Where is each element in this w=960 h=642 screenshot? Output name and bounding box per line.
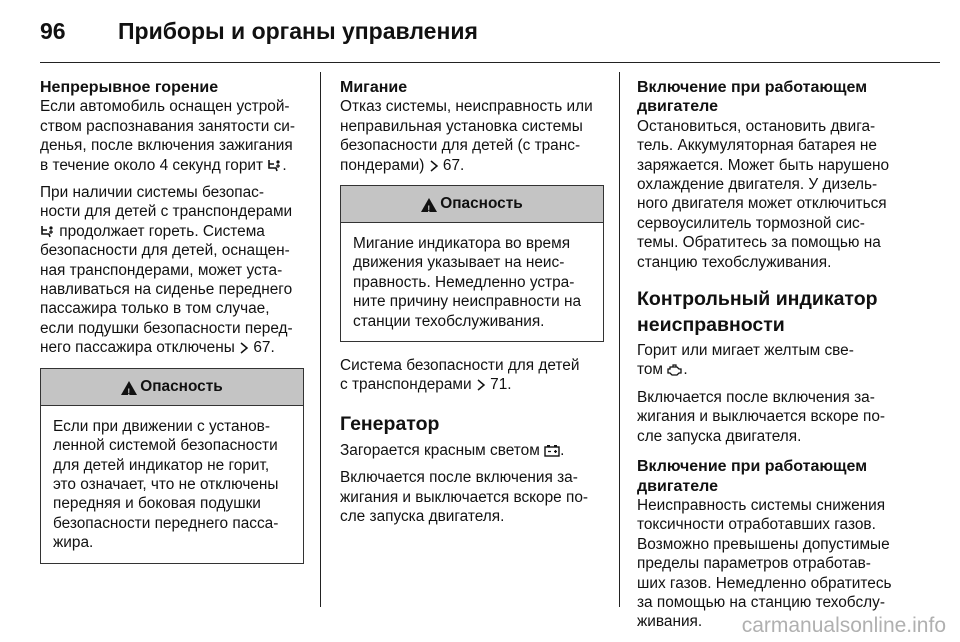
column-divider: [320, 72, 321, 607]
section-heading: Непрерывное горение: [40, 79, 219, 96]
paragraph: Неисправность системы снижения токсичности отработавших газов. Возможно превышены допустимые пределы параметров отработав- ших газов. Немедленно обратитесь за помощью на станцию техобслу- живания.: [637, 496, 892, 631]
section-heading: Включение при работающем двигателе: [637, 79, 868, 116]
warning-triangle-icon: [121, 381, 137, 395]
warning-box: [40, 368, 304, 564]
page-header: [40, 12, 940, 52]
engine-check-icon: [667, 363, 683, 376]
paragraph: Загорается красным светом .: [340, 441, 565, 459]
warning-text: Мигание индикатора во время движения указывает на неис- правность. Немедленно устра- ните причину неисправности на станции техобслуживания.: [353, 235, 582, 330]
child-seat-indicator-icon: [40, 225, 55, 238]
paragraph: Включается после включения за- жигания и выключается вскоре по- сле запуска двигателя.: [637, 388, 886, 445]
page-reference-arrow-icon[interactable]: [476, 379, 486, 391]
column-1: [40, 78, 304, 564]
paragraph: Горит или мигает желтым све- том .: [637, 342, 854, 379]
warning-header: ! Опасность: [41, 369, 303, 406]
page-title: Приборы и органы управления: [118, 18, 478, 44]
page-reference-arrow-icon[interactable]: [429, 160, 439, 172]
column-divider: [619, 72, 620, 607]
page-number: 96: [40, 18, 66, 44]
page-reference[interactable]: 67.: [253, 339, 275, 357]
paragraph: Если автомобиль оснащен устрой- ством распознавания занятости си- денья, после включения зажигания в течение около 4 секунд горит .: [40, 98, 296, 174]
page-reference-arrow-icon[interactable]: [239, 342, 249, 354]
paragraph: Включается после включения за- жигания и выключается вскоре по- сле запуска двигателя.: [340, 469, 589, 526]
column-3: [637, 78, 905, 632]
warning-triangle-icon: [421, 198, 437, 212]
child-seat-indicator-icon: [267, 159, 282, 172]
page-reference[interactable]: 67.: [442, 156, 465, 174]
warning-text: Если при движении с установ- ленной системой безопасности для детей индикатор не горит, это означает, что не отключены передняя и боковая подушки безопасности переднего пасса- жира.: [53, 417, 279, 552]
column-2: [340, 78, 604, 527]
battery-icon: [544, 444, 560, 457]
paragraph: Система безопасности для детей с транспондерами 71.: [340, 357, 580, 394]
section-heading: Генератор: [340, 412, 440, 435]
paragraph: Остановиться, остановить двига- тель. Аккумуляторная батарея не заряжается. Может быть нарушено охлаждение двигателя. У дизель- ного двигателя может отключиться сервоусилитель тормозной сис- темы. Обратитесь за помощью на станцию техобслуживания.: [637, 117, 890, 271]
page-reference[interactable]: 71.: [490, 376, 512, 394]
watermark: carmanualsonline.info: [741, 614, 946, 637]
warning-box: [340, 185, 604, 342]
header-divider: [40, 62, 940, 63]
section-heading: Мигание: [340, 79, 408, 96]
section-heading: Включение при работающем двигателе: [637, 458, 868, 495]
paragraph: Отказ системы, неисправность или неправильная установка системы безопасности для детей (с транс- пондерами) 67.: [340, 98, 593, 174]
warning-header: ! Опасность: [341, 186, 603, 223]
paragraph: При наличии системы безопас- ности для детей с транспондерами продолжает гореть. Система безопасности для детей, оснащен- ная транспондерами, может уста- навливаться на сиденье переднего пассажира только в том случае, если подушки безопасности перед- него пассажира отключены 67.: [40, 184, 293, 357]
section-heading: Контрольный индикатор неисправности: [637, 288, 878, 337]
